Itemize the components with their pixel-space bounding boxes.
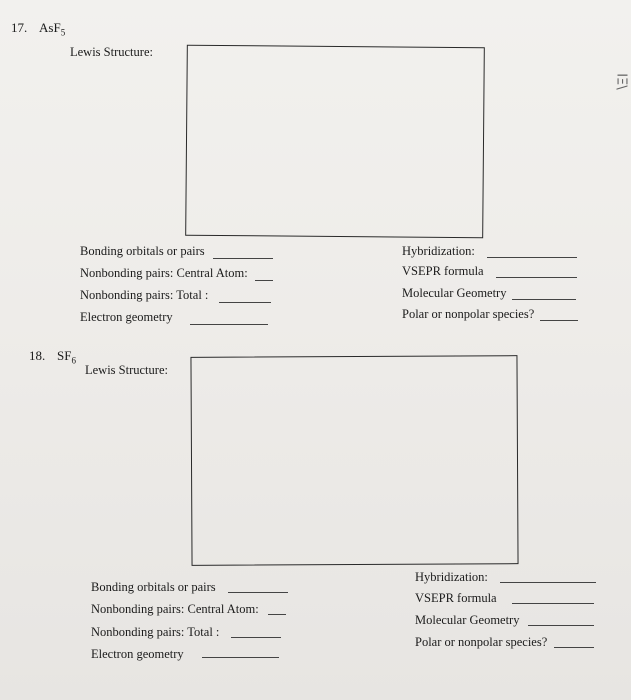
q18-formula: $SF_6$ bbox=[57, 348, 76, 366]
q18-electron-geometry-label: Electron geometry bbox=[91, 647, 184, 661]
q17-vsepr-label: VSEPR formula bbox=[402, 264, 484, 278]
q17-vsepr-blank[interactable] bbox=[496, 277, 577, 278]
q18-nonbonding-total-label: Nonbonding pairs: Total : bbox=[91, 625, 220, 639]
q18-electron-geometry-blank[interactable] bbox=[202, 657, 279, 658]
q17-bonding-orbitals-blank[interactable] bbox=[213, 258, 273, 259]
q17-molecular-geometry-label: Molecular Geometry bbox=[402, 286, 507, 300]
q18-polarity-label: Polar or nonpolar species? bbox=[415, 635, 548, 649]
q18-nonbonding-central-blank[interactable] bbox=[268, 614, 286, 615]
q18-nonbonding-total-blank[interactable] bbox=[231, 637, 281, 638]
q18-molecular-geometry-blank[interactable] bbox=[528, 625, 594, 626]
q18-lewis-box[interactable] bbox=[190, 355, 518, 566]
q17-polarity-blank[interactable] bbox=[540, 320, 578, 321]
q18-bonding-orbitals-blank[interactable] bbox=[228, 592, 288, 593]
edge-mark: ΙΞ\ bbox=[613, 73, 629, 90]
q17-nonbonding-total-label: Nonbonding pairs: Total : bbox=[80, 288, 209, 302]
q17-hybridization-label: Hybridization: bbox=[402, 244, 475, 258]
q17-number: 17. bbox=[11, 20, 28, 35]
q18-molecular-geometry-label: Molecular Geometry bbox=[415, 613, 520, 627]
q18-bonding-orbitals-label: Bonding orbitals or pairs bbox=[91, 580, 216, 594]
q18-hybridization-label: Hybridization: bbox=[415, 570, 488, 584]
q17-bonding-orbitals-label: Bonding orbitals or pairs bbox=[80, 244, 205, 258]
q17-lewis-box[interactable] bbox=[185, 45, 485, 239]
q18-number: 18. bbox=[29, 348, 46, 363]
q18-hybridization-blank[interactable] bbox=[500, 582, 596, 583]
q18-lewis-label: Lewis Structure: bbox=[85, 363, 168, 377]
q18-vsepr-blank[interactable] bbox=[512, 603, 594, 604]
q17-nonbonding-central-label: Nonbonding pairs: Central Atom: bbox=[80, 266, 248, 280]
q18-nonbonding-central-label: Nonbonding pairs: Central Atom: bbox=[91, 602, 259, 616]
q17-nonbonding-total-blank[interactable] bbox=[219, 302, 271, 303]
q17-formula: AsF$_5$ bbox=[39, 20, 66, 38]
q17-nonbonding-central-blank[interactable] bbox=[255, 280, 273, 281]
q17-lewis-label: Lewis Structure: bbox=[70, 45, 153, 59]
q17-hybridization-blank[interactable] bbox=[487, 257, 577, 258]
q17-polarity-label: Polar or nonpolar species? bbox=[402, 307, 535, 321]
q17-electron-geometry-label: Electron geometry bbox=[80, 310, 173, 324]
q18-polarity-blank[interactable] bbox=[554, 647, 594, 648]
q18-vsepr-label: VSEPR formula bbox=[415, 591, 497, 605]
q17-molecular-geometry-blank[interactable] bbox=[512, 299, 576, 300]
q17-electron-geometry-blank[interactable] bbox=[190, 324, 268, 325]
